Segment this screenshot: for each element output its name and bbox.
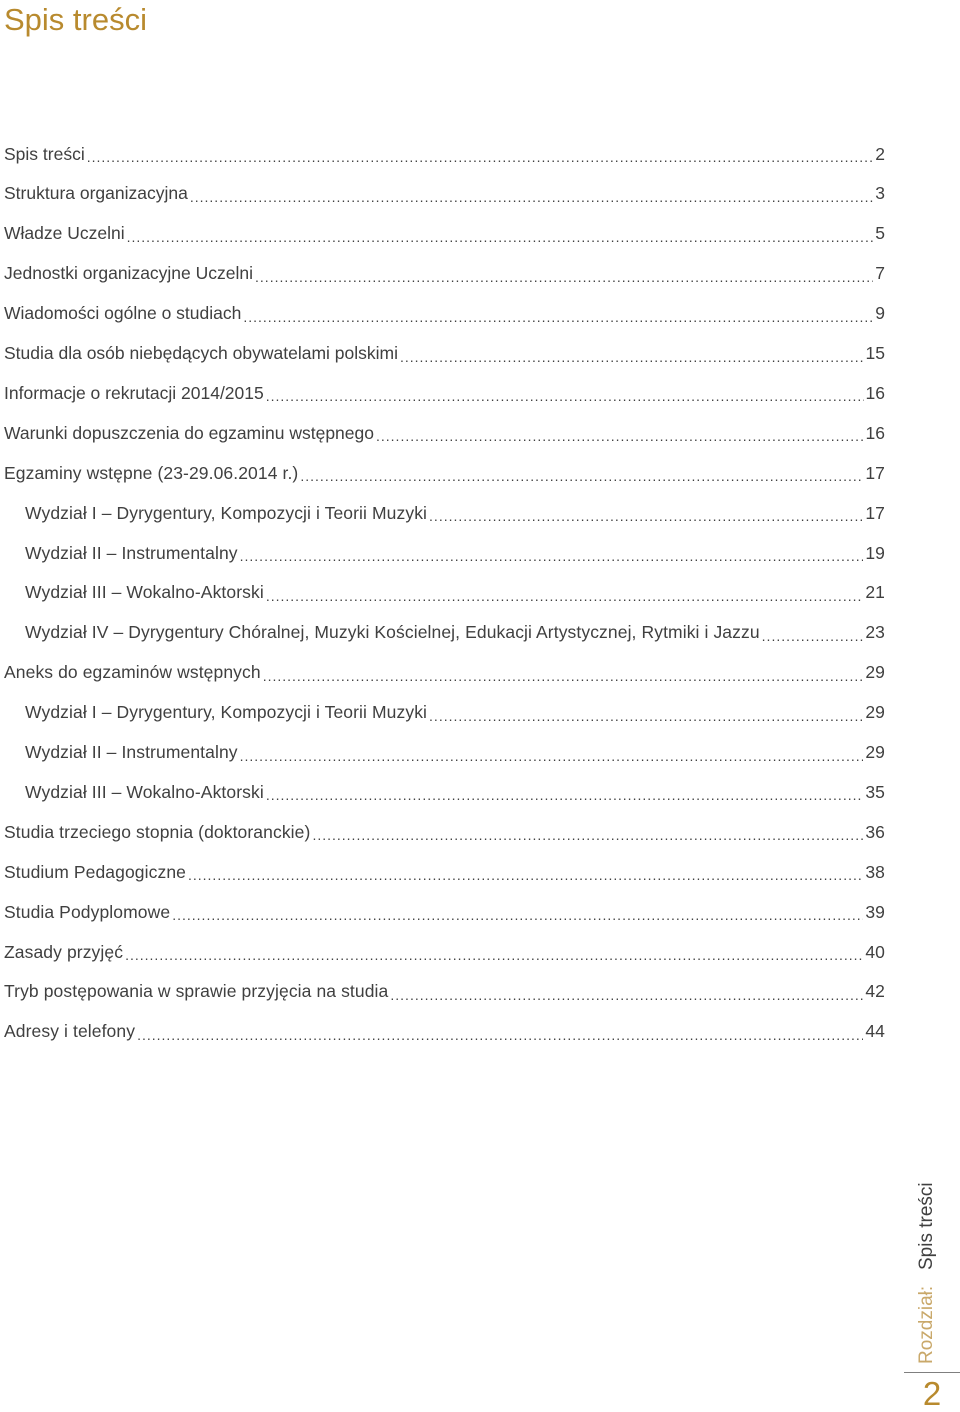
toc-entry-label: Wydział II – Instrumentalny — [25, 742, 238, 762]
toc-entry-label: Studia trzeciego stopnia (doktoranckie) — [4, 821, 311, 842]
toc-entry-label: Studium Pedagogiczne — [4, 861, 186, 882]
toc-dot-leader — [266, 382, 864, 404]
toc-entry-page: 29 — [865, 662, 885, 683]
toc-entry-page: 29 — [865, 742, 885, 762]
toc-entry-label: Wiadomości ogólne o studiach — [4, 303, 242, 324]
toc-entry-page: 40 — [865, 941, 885, 962]
toc-dot-leader — [137, 1021, 863, 1043]
toc-entry-page: 9 — [875, 303, 885, 324]
toc-entry-page: 19 — [865, 542, 885, 563]
toc-entry-label: Informacje o rekrutacji 2014/2015 — [4, 382, 264, 403]
toc-entry[interactable] — [4, 174, 885, 214]
toc-dot-leader — [266, 582, 863, 604]
toc-entry-page: 21 — [865, 582, 885, 603]
toc-dot-leader — [266, 781, 863, 803]
toc-entry-label: Struktura organizacyjna — [4, 183, 188, 204]
page-title: Spis treści — [4, 2, 147, 37]
toc-entry[interactable] — [4, 334, 885, 374]
toc-entry-label: Studia dla osób niebędących obywatelami polskimi — [4, 343, 398, 363]
chapter-name: Spis treści — [916, 1182, 937, 1270]
toc-entry-label: Egzaminy wstępne (23-29.06.2014 r.) — [4, 462, 299, 483]
toc-dot-leader — [243, 303, 873, 325]
toc-entry-label: Wydział IV – Dyrygentury Chóralnej, Muzyki Kościelnej, Edukacji Artystycznej, Rytmiki i Jazzu — [25, 622, 760, 643]
toc-entry-page: 29 — [865, 702, 885, 723]
toc-entry-label: Władze Uczelni — [4, 223, 125, 244]
toc-entry-page: 23 — [865, 622, 885, 643]
toc-entry-label: Tryb postępowania w sprawie przyjęcia na studia — [4, 981, 389, 1002]
toc-dot-leader — [240, 542, 864, 564]
toc-entry-label: Wydział III – Wokalno-Aktorski — [25, 781, 264, 802]
chapter-sidebar — [904, 1170, 960, 1412]
toc-entry-page: 38 — [865, 861, 885, 882]
toc-entry[interactable] — [4, 932, 885, 972]
toc-dot-leader — [240, 742, 864, 764]
toc-dot-leader — [300, 462, 863, 484]
toc-entry-page: 15 — [865, 343, 885, 363]
toc-entry-page: 2 — [875, 143, 885, 164]
toc-entry-page: 17 — [865, 502, 885, 523]
toc-dot-leader — [312, 821, 863, 843]
toc-dot-leader — [125, 941, 863, 963]
toc-entry[interactable] — [4, 134, 885, 174]
toc-dot-leader — [188, 861, 863, 883]
toc-entry-page: 16 — [865, 382, 885, 403]
toc-entry[interactable] — [4, 812, 885, 852]
toc-entry[interactable] — [4, 294, 885, 334]
toc-dot-leader — [762, 622, 864, 644]
toc-dot-leader — [400, 343, 864, 365]
toc-entry-page: 39 — [865, 901, 885, 922]
toc-entry[interactable] — [4, 413, 885, 453]
toc-dot-leader — [263, 662, 864, 684]
toc-entry-page: 17 — [865, 462, 885, 483]
toc-dot-leader — [172, 901, 863, 923]
toc-entry[interactable] — [4, 214, 885, 254]
page-number: 2 — [922, 1375, 942, 1412]
toc-entry-page: 7 — [875, 263, 885, 284]
toc-dot-leader — [429, 702, 863, 724]
chapter-prefix: Rozdział: — [916, 1285, 937, 1364]
toc-entry-page: 5 — [875, 223, 885, 244]
toc-dot-leader — [429, 502, 863, 524]
toc-entry-label: Adresy i telefony — [4, 1021, 136, 1042]
toc-entry-label: Warunki dopuszczenia do egzaminu wstępnego — [4, 422, 374, 443]
toc-entry[interactable] — [4, 972, 885, 1012]
toc-dot-leader — [376, 422, 864, 444]
toc-entry-page: 42 — [865, 981, 885, 1002]
toc-dot-leader — [127, 223, 874, 245]
toc-entry[interactable] — [4, 653, 885, 693]
toc-entry-label: Aneks do egzaminów wstępnych — [4, 662, 261, 683]
toc-entry-label: Spis treści — [4, 143, 85, 164]
toc-entry[interactable] — [25, 493, 885, 533]
toc-entry-label: Wydział I – Dyrygentury, Kompozycji i Teorii Muzyki — [25, 502, 428, 523]
toc-entry-page: 16 — [865, 422, 885, 443]
toc-entry[interactable] — [4, 852, 885, 892]
toc-entry[interactable] — [25, 533, 885, 573]
toc-entry-page: 44 — [865, 1021, 885, 1042]
toc-entry[interactable] — [4, 1012, 885, 1052]
toc-entry-label: Wydział I – Dyrygentury, Kompozycji i Teorii Muzyki — [25, 702, 428, 723]
toc-entry-label: Wydział II – Instrumentalny — [25, 542, 238, 563]
toc-entry-page: 3 — [875, 183, 885, 204]
toc-dot-leader — [190, 183, 873, 205]
sidebar-divider — [904, 1372, 960, 1373]
toc-entry[interactable] — [4, 373, 885, 413]
toc-entry-label: Jednostki organizacyjne Uczelni — [4, 263, 254, 284]
toc-entry-page: 36 — [865, 821, 885, 842]
toc-entry[interactable] — [25, 613, 885, 653]
toc-dot-leader — [390, 981, 863, 1003]
chapter-label-space — [916, 1275, 937, 1280]
toc-entry[interactable] — [4, 892, 885, 932]
toc-entry-label: Wydział III – Wokalno-Aktorski — [25, 582, 264, 603]
toc-entry-label: Zasady przyjęć — [4, 941, 124, 962]
toc-dot-leader — [87, 143, 874, 165]
toc-entry[interactable] — [4, 453, 885, 493]
toc-entry-page: 35 — [865, 781, 885, 802]
chapter-label — [912, 1182, 942, 1364]
toc-entry[interactable] — [4, 254, 885, 294]
toc-entry-label: Studia Podyplomowe — [4, 901, 171, 922]
toc-entry[interactable] — [25, 772, 885, 812]
toc-entry[interactable] — [25, 733, 885, 773]
toc-dot-leader — [255, 263, 873, 285]
toc-entry[interactable] — [25, 573, 885, 613]
toc-entry[interactable] — [25, 693, 885, 733]
